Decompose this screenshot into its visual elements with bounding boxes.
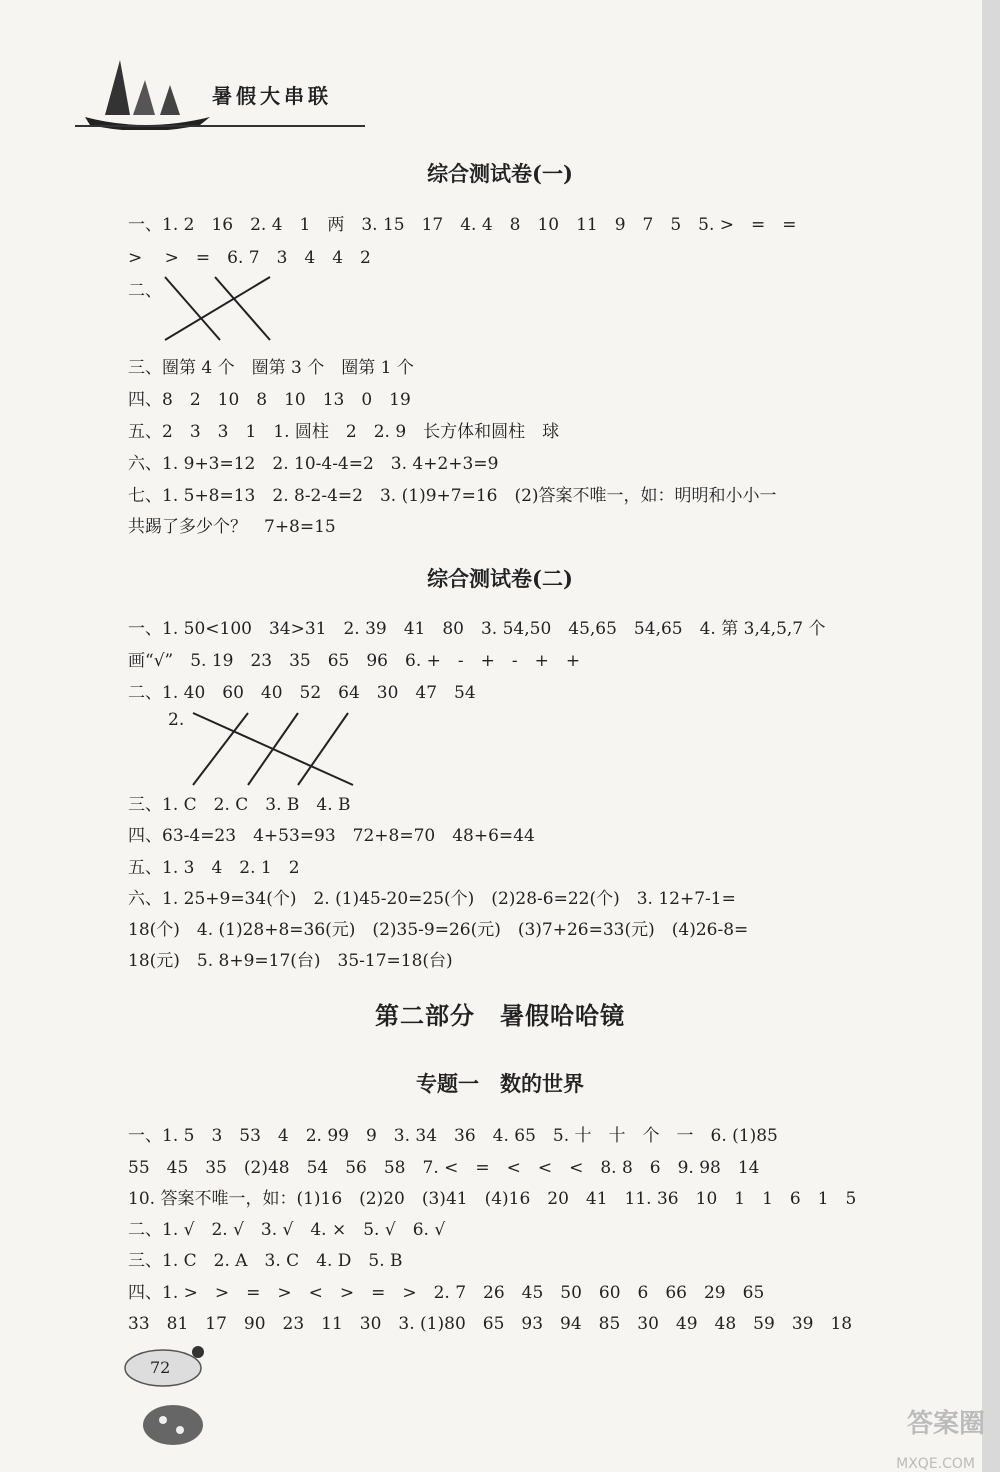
ladybug-decoration-icon [118,1340,218,1450]
answer-line: 10. 答案不唯一，如：(1)16 (2)20 (3)41 (4)16 20 41 11. 36 10 1 1 6 1 5 [128,1189,857,1209]
answer-line: 三、1. C 2. A 3. C 4. D 5. B [128,1251,403,1271]
answer-line: 一、1. 2 16 2. 4 1 两 3. 15 17 4. 4 8 10 11 9 7 5 5. > = = [128,215,797,235]
answer-line: 七、1. 5+8=13 2. 8-2-4=2 3. (1)9+7=16 (2)答案不唯一，如：明明和小小一 [128,486,777,506]
test2-title: 综合测试卷(二) [427,566,573,591]
answer-line: 五、1. 3 4 2. 1 2 [128,858,300,878]
topic1-title: 专题一 数的世界 [416,1071,584,1096]
book-series-title: 暑假大串联 [212,84,332,108]
answer-line: 画“√” 5. 19 23 35 65 96 6. + - + - + + [128,651,581,671]
answer-line: 33 81 17 90 23 11 30 3. (1)80 65 93 94 85 30 49 48 59 39 18 [128,1314,853,1334]
answer-line: 二、1. √ 2. √ 3. √ 4. × 5. √ 6. √ [128,1220,446,1240]
answer-line: 2. [168,710,185,730]
header-divider [75,125,365,127]
answer-line: 四、8 2 10 8 10 13 0 19 [128,390,411,410]
answer-line: 一、1. 50<100 34>31 2. 39 41 80 3. 54,50 45,65 54,65 4. 第 3,4,5,7 个 [128,619,826,639]
answer-line: > > = 6. 7 3 4 4 2 [128,248,371,268]
answer-line: 三、圈第 4 个 圈第 3 个 圈第 1 个 [128,358,414,378]
part2-title: 第二部分 暑假哈哈镜 [375,1001,625,1030]
answer-line: 共踢了多少个？ 7+8=15 [128,517,336,537]
answer-line: 二、 [128,281,162,301]
watermark-logo: 答案圈 [906,1409,985,1439]
answer-line: 三、1. C 2. C 3. B 4. B [128,795,351,815]
watermark-url: MXQE.COM [896,1456,975,1472]
page-edge-shadow [982,0,1000,1472]
answer-line: 一、1. 5 3 53 4 2. 99 9 3. 34 36 4. 65 5. 十 十 个 一 6. (1)85 [128,1126,778,1146]
answer-line: 四、63-4=23 4+53=93 72+8=70 48+6=44 [128,826,535,846]
page-header [0,0,1000,150]
sailboat-logo-icon [75,55,215,130]
matching-lines-diagram [160,272,280,344]
answer-line: 五、2 3 3 1 1. 圆柱 2 2. 9 长方体和圆柱 球 [128,422,560,442]
answer-line: 18(个) 4. (1)28+8=36(元) (2)35-9=26(元) (3)7+26=33(元) (4)26-8= [128,920,749,940]
answer-line: 55 45 35 (2)48 54 56 58 7. < = < < < 8. 8 6 9. 98 14 [128,1158,760,1178]
answer-line: 六、1. 25+9=34(个) 2. (1)45-20=25(个) (2)28-6=22(个) 3. 12+7-1= [128,889,736,909]
answer-line: 二、1. 40 60 40 52 64 30 47 54 [128,683,476,703]
test1-title: 综合测试卷(一) [427,161,573,186]
matching-lines-diagram [188,708,358,790]
answer-line: 六、1. 9+3=12 2. 10-4-4=2 3. 4+2+3=9 [128,454,499,474]
page-number: 72 [150,1358,171,1377]
answer-line: 四、1. > > = > < > = > 2. 7 26 45 50 60 6 66 29 65 [128,1283,765,1303]
answer-line: 18(元) 5. 8+9=17(台) 35-17=18(台) [128,951,453,971]
